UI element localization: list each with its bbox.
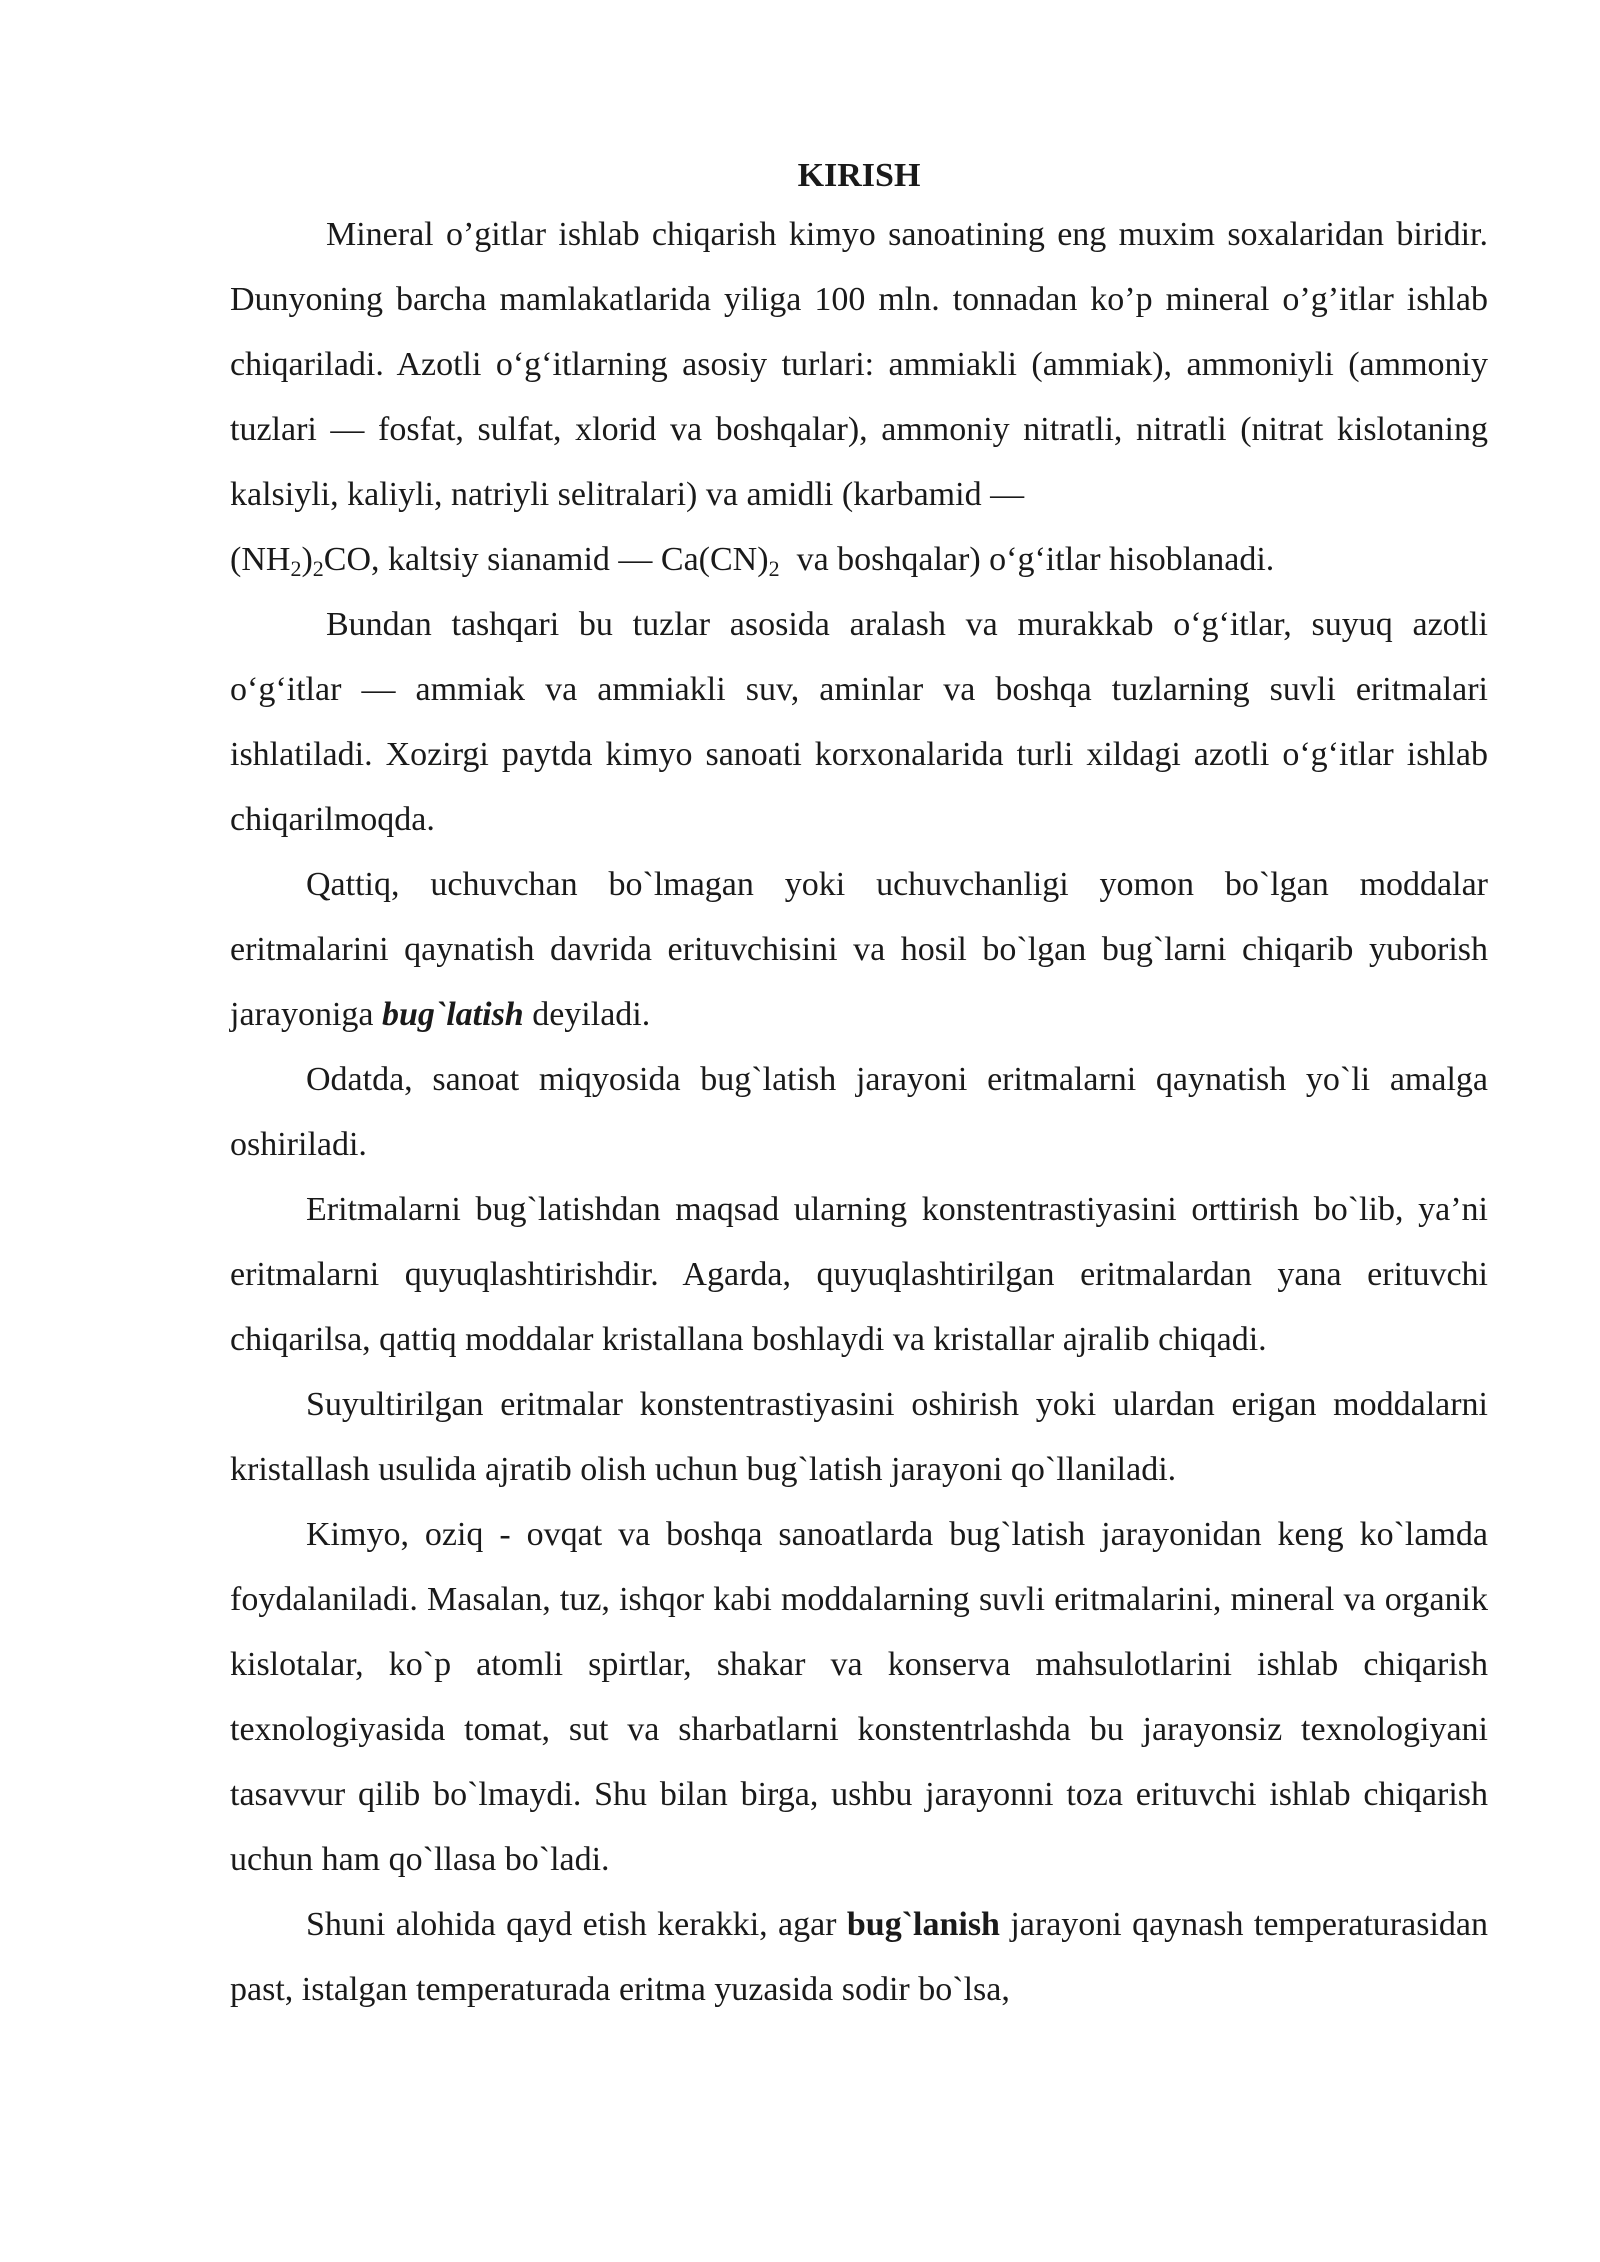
document-body bbox=[230, 150, 1488, 2022]
paragraph-note bbox=[230, 1892, 1488, 2022]
paragraph-nitrogen-fertilizers: Bundan tashqari bu tuzlar asosida aralash va murakkab o‘g‘itlar, suyuq azotli o‘g‘itlar — ammiak va ammiakli suv, aminlar va boshqa tuzlarning suvli eritmalari ishlatiladi. Xozirgi paytda kimyo sanoati korxonalarida turli xildagi azotli o‘g‘itlar ishlab chiqarilmoqda. bbox=[230, 606, 1488, 838]
paragraph-purpose: Eritmalarni bug`latishdan maqsad ularning konstentrastiyasini orttirish bo`lib, ya’ni eritmalarni quyuqlashtirishdir. Agarda, quyuqlashtirilgan eritmalardan yana erituvchi chiqarilsa, qattiq moddalar kristallana boshlaydi va kristallar ajralib chiqadi. bbox=[230, 1191, 1488, 1358]
paragraph-application: Suyultirilgan eritmalar konstentrastiyasini oshirish yoki ulardan erigan moddalarni kristallash usulida ajratib olish uchun bug`latish jarayoni qo`llaniladi. bbox=[230, 1386, 1488, 1488]
term-buglanish: bug`lanish bbox=[846, 1906, 1000, 1943]
paragraph-text: jarayoni qaynash temperaturasidan past, istalgan temperaturada eritma yuzasida sodir bo`lsa, bbox=[230, 1906, 1488, 2008]
paragraph-text: Qattiq, uchuvchan bo`lmagan yoki uchuvchanligi yomon bo`lgan moddalar eritmalarini qaynatish davrida erituvchisini va hosil bo`lgan bug`larni chiqarib yuborish jarayoniga bbox=[230, 866, 1488, 1033]
term-buglatish: bug`latish bbox=[382, 996, 524, 1033]
page-title: KIRISH bbox=[797, 157, 921, 194]
formula-rest: CO, kaltsiy sianamid — Ca(CN) bbox=[323, 541, 769, 578]
paragraph-evaporation-definition bbox=[230, 852, 1488, 1047]
formula-close: ) bbox=[301, 541, 313, 578]
formula-nh-open: (NH bbox=[230, 541, 291, 578]
formula-tail: va boshqalar) o‘g‘itlar hisoblanadi. bbox=[779, 541, 1275, 578]
paragraph-text: deyiladi. bbox=[523, 996, 651, 1033]
paragraph-industries: Kimyo, oziq - ovqat va boshqa sanoatlarda bug`latish jarayonidan keng ko`lamda foydalaniladi. Masalan, tuz, ishqor kabi moddalarning suvli eritmalarini, mineral va organik kislotalar, ko`p atomli spirtlar, shakar va konserva mahsulotlarini ishlab chiqarish texnologiyasida tomat, sut va sharbatlarni konstentrlashda bu jarayonsiz texnologiyani tasavvur qilib bo`lmaydi. Shu bilan birga, ushbu jarayonni toza erituvchi ishlab chiqarish uchun ham qo`llasa bo`ladi. bbox=[230, 1516, 1488, 1878]
formula-subscript: 2 bbox=[312, 556, 324, 581]
paragraph-intro bbox=[230, 202, 1488, 592]
paragraph-industrial-scale: Odatda, sanoat miqyosida bug`latish jarayoni eritmalarni qaynatish yo`li amalga oshiriladi. bbox=[230, 1061, 1488, 1163]
paragraph-text: Shuni alohida qayd etish kerakki, agar bbox=[306, 1906, 847, 1943]
formula-subscript: 2 bbox=[290, 556, 302, 581]
paragraph-intro-text: Mineral o’gitlar ishlab chiqarish kimyo sanoatining eng muxim soxalaridan biridir. Dunyoning barcha mamlakatlarida yiliga 100 mln. tonnadan ko’p mineral o’g’itlar ishlab chiqariladi. Azotli o‘g‘itlarning asosiy turlari: ammiakli (ammiak), ammoniyli (ammoniy tuzlari — fosfat, sulfat, xlorid va boshqalar), ammoniy nitratli, nitratli (nitrat kislotaning kalsiyli, kaliyli, natriyli selitralari) va amidli (karbamid — bbox=[230, 216, 1488, 513]
formula-subscript: 2 bbox=[768, 556, 780, 581]
